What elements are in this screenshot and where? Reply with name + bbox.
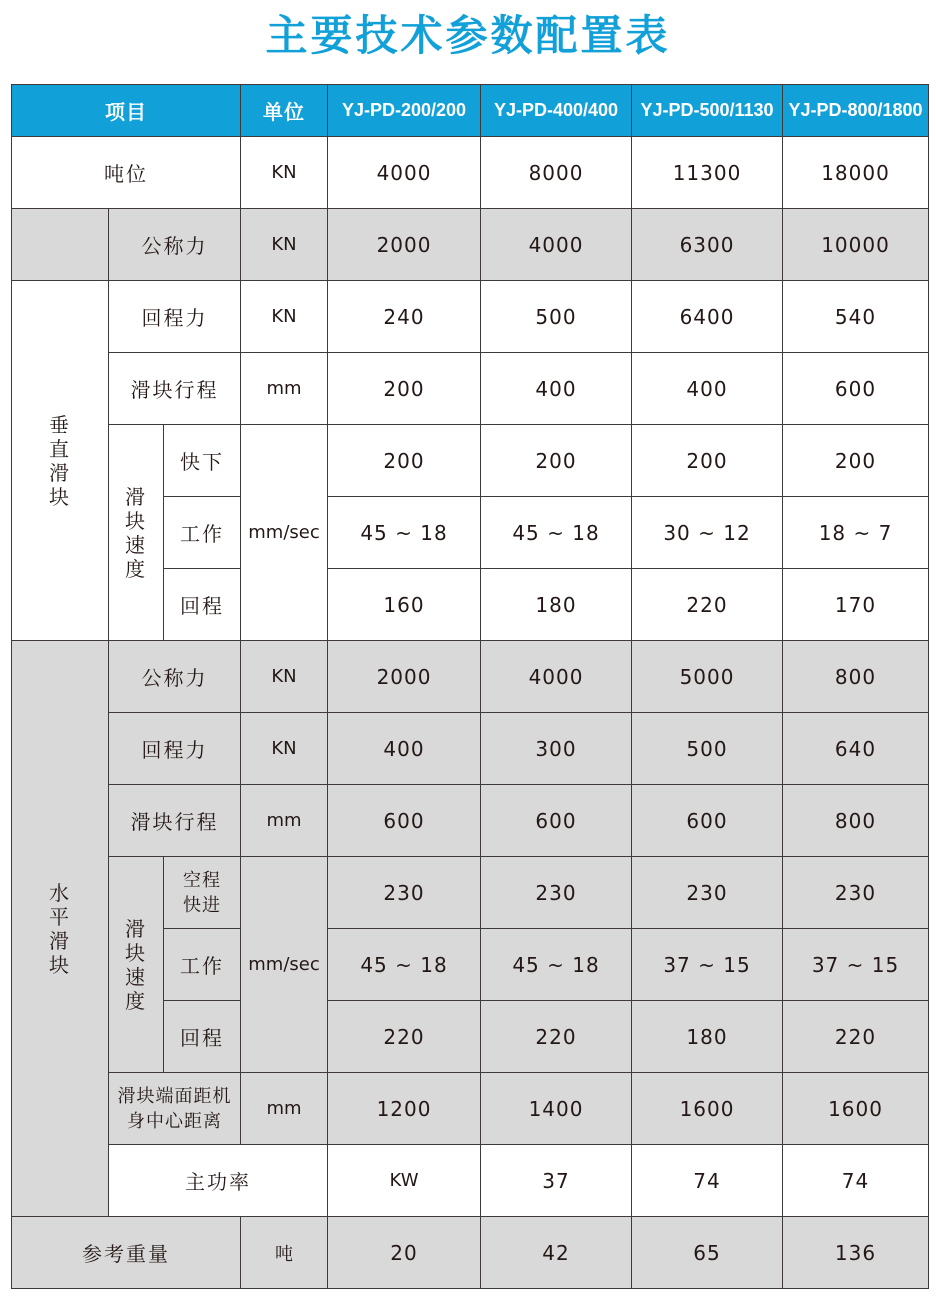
row-unit: KW bbox=[328, 1145, 481, 1217]
cell-value: 4000 bbox=[481, 641, 632, 713]
cell-value: 180 bbox=[632, 1001, 783, 1073]
row-unit: mm bbox=[241, 353, 328, 425]
row-label: 工作 bbox=[164, 497, 241, 569]
cell-value: 30 ~ 12 bbox=[632, 497, 783, 569]
cell-value: 600 bbox=[783, 353, 929, 425]
row-label-text: 滑块端面距机身中心距离 bbox=[117, 1085, 232, 1132]
row-unit: KN bbox=[241, 641, 328, 713]
row-label: 工作 bbox=[164, 929, 241, 1001]
row-label: 回程力 bbox=[109, 713, 241, 785]
speed-group-label bbox=[109, 425, 164, 641]
cell-value: 6400 bbox=[632, 281, 783, 353]
cell-value: 37 ~ 15 bbox=[632, 929, 783, 1001]
row-label bbox=[164, 857, 241, 929]
cell-value: 500 bbox=[632, 713, 783, 785]
speed-group-label bbox=[109, 857, 164, 1073]
row-label: 主功率 bbox=[109, 1145, 328, 1217]
cell-value: 18000 bbox=[783, 137, 929, 209]
cell-value: 230 bbox=[632, 857, 783, 929]
cell-value: 200 bbox=[632, 425, 783, 497]
cell-value: 640 bbox=[783, 713, 929, 785]
cell-value: 180 bbox=[481, 569, 632, 641]
cell-value: 220 bbox=[481, 1001, 632, 1073]
row-label: 吨位 bbox=[12, 137, 241, 209]
group-text: 垂直滑块 bbox=[49, 412, 71, 509]
row-unit: KN bbox=[241, 713, 328, 785]
row-label: 回程 bbox=[164, 569, 241, 641]
group-label-horizontal bbox=[12, 641, 109, 1217]
cell-value: 45 ~ 18 bbox=[328, 929, 481, 1001]
table-row bbox=[12, 353, 929, 425]
cell-value: 600 bbox=[328, 785, 481, 857]
cell-value: 5000 bbox=[632, 641, 783, 713]
table-row bbox=[12, 1217, 929, 1289]
cell-value: 1600 bbox=[783, 1073, 929, 1145]
row-label: 公称力 bbox=[109, 209, 241, 281]
row-unit: mm bbox=[241, 1073, 328, 1145]
cell-value: 136 bbox=[783, 1217, 929, 1289]
header-model: YJ-PD-500/1130 bbox=[632, 85, 783, 137]
cell-value: 4000 bbox=[328, 137, 481, 209]
header-item: 项目 bbox=[12, 85, 241, 137]
cell-value: 6300 bbox=[632, 209, 783, 281]
cell-value: 37 ~ 15 bbox=[783, 929, 929, 1001]
row-unit: mm/sec bbox=[241, 425, 328, 641]
cell-value: 8000 bbox=[481, 137, 632, 209]
table-row bbox=[12, 857, 929, 929]
group-text: 滑块速度 bbox=[125, 484, 147, 581]
cell-value: 1400 bbox=[481, 1073, 632, 1145]
row-unit: KN bbox=[241, 137, 328, 209]
cell-value: 600 bbox=[632, 785, 783, 857]
row-label: 公称力 bbox=[109, 641, 241, 713]
row-unit: mm/sec bbox=[241, 857, 328, 1073]
cell-value: 2000 bbox=[328, 641, 481, 713]
cell-value: 800 bbox=[783, 785, 929, 857]
row-unit: mm bbox=[241, 785, 328, 857]
page-title: 主要技术参数配置表 bbox=[265, 11, 671, 60]
cell-value: 42 bbox=[481, 1217, 632, 1289]
table-row bbox=[12, 281, 929, 353]
cell-value: 65 bbox=[632, 1217, 783, 1289]
cell-value: 45 ~ 18 bbox=[328, 497, 481, 569]
table-row bbox=[12, 785, 929, 857]
cell-value: 20 bbox=[328, 1217, 481, 1289]
cell-value: 400 bbox=[632, 353, 783, 425]
cell-value: 18 ~ 7 bbox=[783, 497, 929, 569]
table-row bbox=[12, 641, 929, 713]
cell-value: 1600 bbox=[632, 1073, 783, 1145]
row-label bbox=[109, 1073, 241, 1145]
spec-table bbox=[11, 84, 929, 1289]
table-row bbox=[12, 209, 929, 281]
row-label: 回程力 bbox=[109, 281, 241, 353]
cell-value: 220 bbox=[328, 1001, 481, 1073]
cell-value: 11300 bbox=[632, 137, 783, 209]
table-row bbox=[12, 1145, 929, 1217]
header-model: YJ-PD-800/1800 bbox=[783, 85, 929, 137]
row-label: 快下 bbox=[164, 425, 241, 497]
cell-value: 200 bbox=[783, 425, 929, 497]
cell-value: 2000 bbox=[328, 209, 481, 281]
cell-value: 400 bbox=[481, 353, 632, 425]
header-model: YJ-PD-200/200 bbox=[328, 85, 481, 137]
cell-value: 200 bbox=[328, 353, 481, 425]
cell-value: 220 bbox=[783, 1001, 929, 1073]
header-model: YJ-PD-400/400 bbox=[481, 85, 632, 137]
cell-value: 74 bbox=[632, 1145, 783, 1217]
table-row bbox=[12, 1073, 929, 1145]
cell-value: 45 ~ 18 bbox=[481, 497, 632, 569]
header-row bbox=[12, 85, 929, 137]
cell-value: 45 ~ 18 bbox=[481, 929, 632, 1001]
row-label: 参考重量 bbox=[12, 1217, 241, 1289]
cell-value: 200 bbox=[328, 425, 481, 497]
cell-value: 200 bbox=[481, 425, 632, 497]
row-label: 滑块行程 bbox=[109, 785, 241, 857]
row-spacer bbox=[12, 209, 109, 281]
header-unit: 单位 bbox=[241, 85, 328, 137]
cell-value: 1200 bbox=[328, 1073, 481, 1145]
table-row bbox=[12, 425, 929, 497]
group-text: 水平滑块 bbox=[49, 880, 71, 977]
table-row bbox=[12, 713, 929, 785]
cell-value: 230 bbox=[328, 857, 481, 929]
cell-value: 170 bbox=[783, 569, 929, 641]
cell-value: 600 bbox=[481, 785, 632, 857]
row-label-text: 空程快进 bbox=[183, 869, 221, 916]
cell-value: 400 bbox=[328, 713, 481, 785]
row-label: 回程 bbox=[164, 1001, 241, 1073]
group-text: 滑块速度 bbox=[125, 916, 147, 1013]
cell-value: 10000 bbox=[783, 209, 929, 281]
cell-value: 160 bbox=[328, 569, 481, 641]
cell-value: 220 bbox=[632, 569, 783, 641]
cell-value: 230 bbox=[783, 857, 929, 929]
cell-value: 37 bbox=[481, 1145, 632, 1217]
row-unit: KN bbox=[241, 209, 328, 281]
cell-value: 230 bbox=[481, 857, 632, 929]
cell-value: 300 bbox=[481, 713, 632, 785]
cell-value: 540 bbox=[783, 281, 929, 353]
cell-value: 500 bbox=[481, 281, 632, 353]
cell-value: 240 bbox=[328, 281, 481, 353]
row-unit: KN bbox=[241, 281, 328, 353]
row-label: 滑块行程 bbox=[109, 353, 241, 425]
group-label-vertical bbox=[12, 281, 109, 641]
cell-value: 74 bbox=[783, 1145, 929, 1217]
table-row bbox=[12, 137, 929, 209]
row-unit: 吨 bbox=[241, 1217, 328, 1289]
cell-value: 800 bbox=[783, 641, 929, 713]
cell-value: 4000 bbox=[481, 209, 632, 281]
